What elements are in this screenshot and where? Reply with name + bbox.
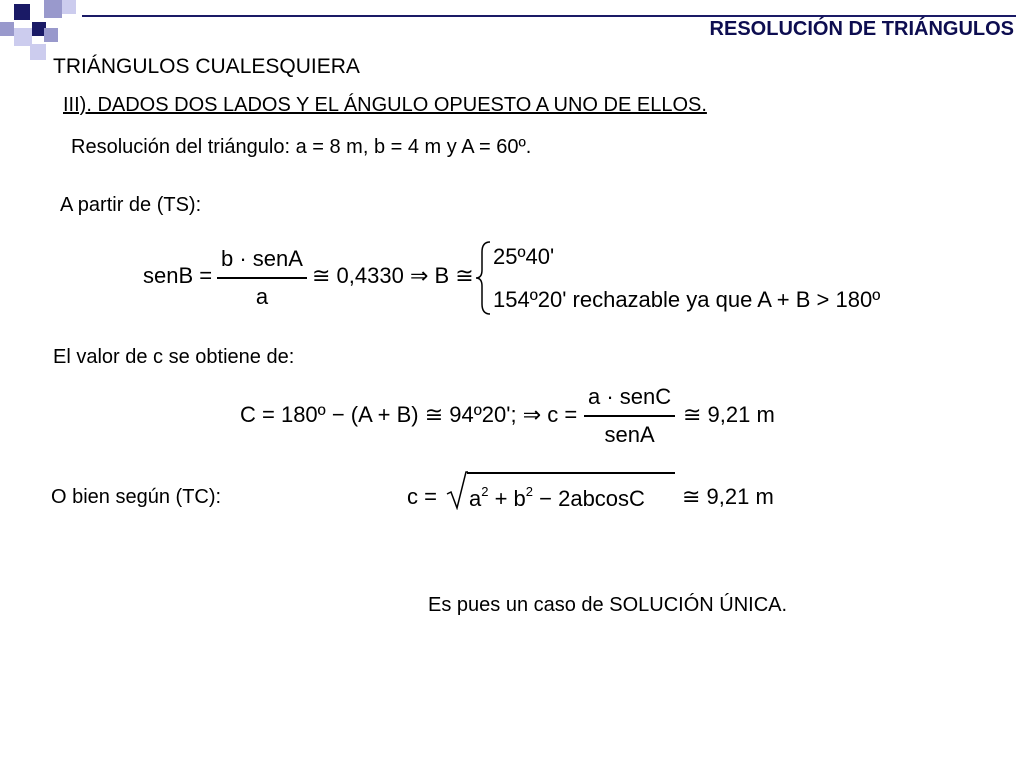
eq2-numerator: a · senC [588,384,672,409]
eq3-radicand: $a^2 + b^2 - 2abcosC$ [469,484,645,511]
eq2-result: ≅ 9,21 m [683,402,775,427]
eq2-lhs: C = 180º − (A + B) ≅ 94º20'; ⇒ c = [240,402,578,427]
problem-statement: Resolución del triángulo: a = 8 m, b = 4 m y A = 60º. [71,136,532,158]
eq3-lhs: c = [407,484,437,509]
eq1-numerator: b · senA [221,246,303,271]
header-rule [82,15,1016,17]
subtitle: TRIÁNGULOS CUALESQUIERA [53,55,360,78]
section-heading: III). DADOS DOS LADOS Y EL ÁNGULO OPUESTO A UNO DE ELLOS. [63,94,707,116]
conclusion: Es pues un caso de SOLUCIÓN ÚNICA. [428,594,788,616]
eq1-denominator: a [255,283,269,309]
tc-label: O bien según (TC): [51,486,222,508]
left-brace-icon [474,240,492,316]
ts-label: A partir de (TS): [60,194,202,216]
eq1-fraction [217,245,307,311]
sqrt-icon [446,470,468,510]
eq1-case-1: 25º40' [493,244,555,269]
eq2-denominator: senA [604,421,655,447]
eq1-lhs: senB = [143,263,213,288]
c-label: El valor de c se obtiene de: [53,346,295,368]
eq1-result: ≅ 0,4330 ⇒ B ≅ [312,263,474,288]
eq1-case-2: 154º20' rechazable ya que A + B > 180º [493,287,881,312]
eq3-result: ≅ 9,21 m [682,484,774,509]
page-title: RESOLUCIÓN DE TRIÁNGULOS [709,18,1014,40]
eq2-fraction [584,383,675,449]
